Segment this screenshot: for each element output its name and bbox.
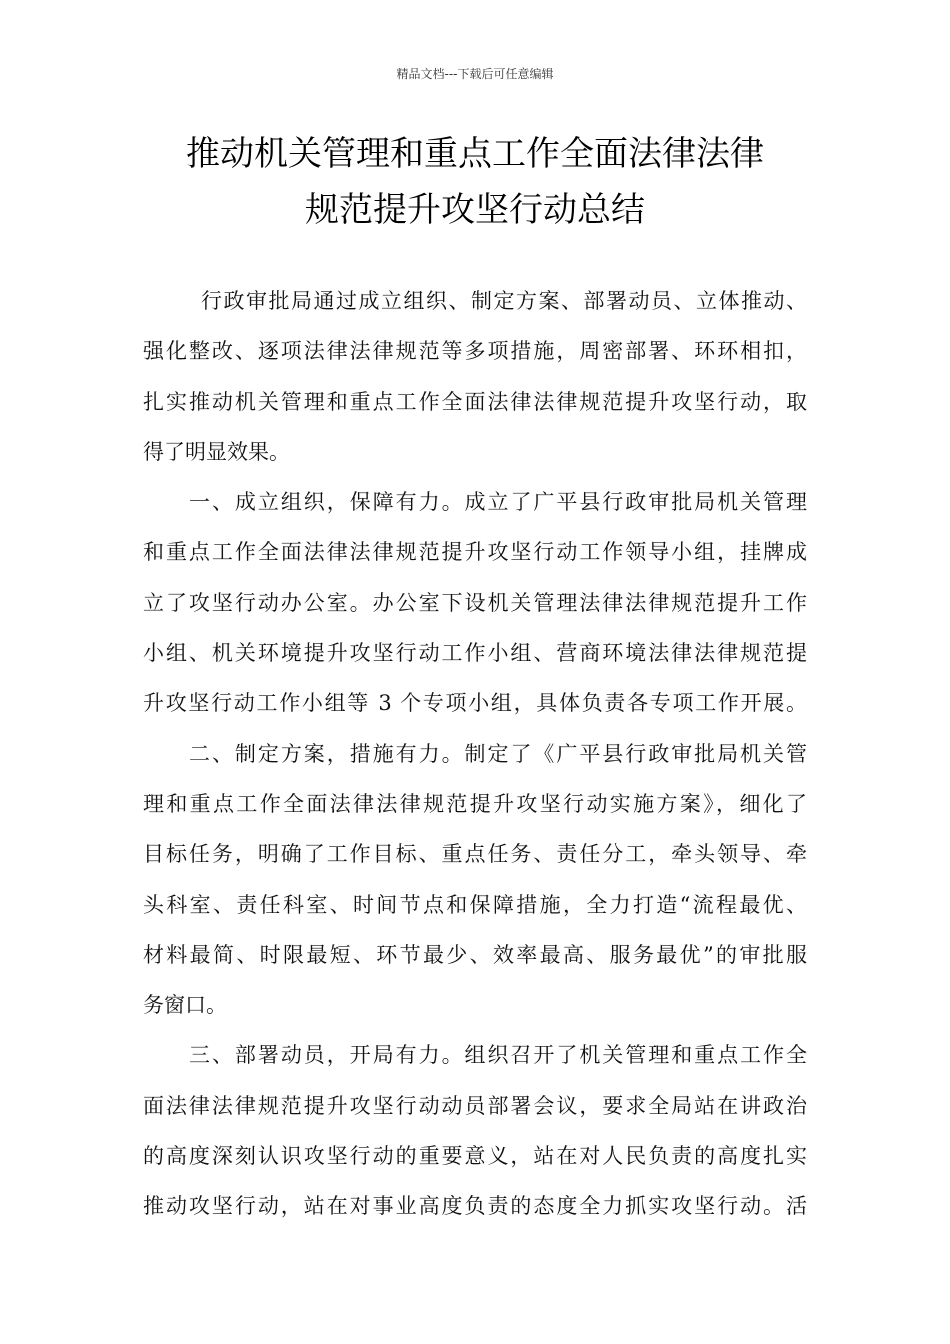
text-line: 立了攻坚行动办公室。办公室下设机关管理法律法律规范提升工作 xyxy=(143,590,807,615)
text-line: 目标任务，明确了工作目标、重点任务、责任分工，牵头领导、牵 xyxy=(143,842,807,867)
text-line: 得了明显效果。 xyxy=(143,439,290,464)
document-body xyxy=(143,276,807,1232)
text-line: 头科室、责任科室、时间节点和保障措施，全力打造“流程最优、 xyxy=(143,892,807,917)
text-line: 和重点工作全面法律法律规范提升攻坚行动工作领导小组，挂牌成 xyxy=(143,540,807,565)
title-line-1: 推动机关管理和重点工作全面法律法律 xyxy=(186,134,764,174)
paragraph-section-2 xyxy=(143,729,807,1031)
text-line: 的高度深刻认识攻坚行动的重要意义，站在对人民负责的高度扎实 xyxy=(143,1144,807,1169)
paragraph-section-1 xyxy=(143,477,807,728)
paragraph-section-3 xyxy=(143,1030,807,1231)
title-line-2: 规范提升攻坚行动总结 xyxy=(305,190,645,230)
text-line: 务窗口。 xyxy=(143,993,227,1018)
text-line: 材料最简、时限最短、环节最少、效率最高、服务最优”的审批服 xyxy=(143,942,807,967)
text-line: 面法律法律规范提升攻坚行动动员部署会议，要求全局站在讲政治 xyxy=(143,1093,807,1118)
text-line: 三、部署动员，开局有力。组织召开了机关管理和重点工作全 xyxy=(189,1043,807,1068)
page-header-note: 精品文档---下载后可任意编辑 xyxy=(396,67,554,81)
text-line: 强化整改、逐项法律法律规范等多项措施，周密部署、环环相扣， xyxy=(143,339,807,364)
text-line: 升攻坚行动工作小组等 3 个专项小组，具体负责各专项工作开展。 xyxy=(143,691,807,716)
text-line: 二、制定方案，措施有力。制定了《广平县行政审批局机关管 xyxy=(189,741,807,766)
text-line: 扎实推动机关管理和重点工作全面法律法律规范提升攻坚行动，取 xyxy=(143,389,807,414)
text-line: 一、成立组织，保障有力。成立了广平县行政审批局机关管理 xyxy=(189,490,807,515)
text-line: 理和重点工作全面法律法律规范提升攻坚行动实施方案》，细化了 xyxy=(143,791,807,816)
text-line: 推动攻坚行动，站在对事业高度负责的态度全力抓实攻坚行动。活 xyxy=(143,1194,807,1219)
text-line: 小组、机关环境提升攻坚行动工作小组、营商环境法律法律规范提 xyxy=(143,641,807,666)
paragraph-intro xyxy=(143,276,807,477)
text-line: 行政审批局通过成立组织、制定方案、部署动员、立体推动、 xyxy=(201,289,807,313)
document-title xyxy=(120,126,830,238)
